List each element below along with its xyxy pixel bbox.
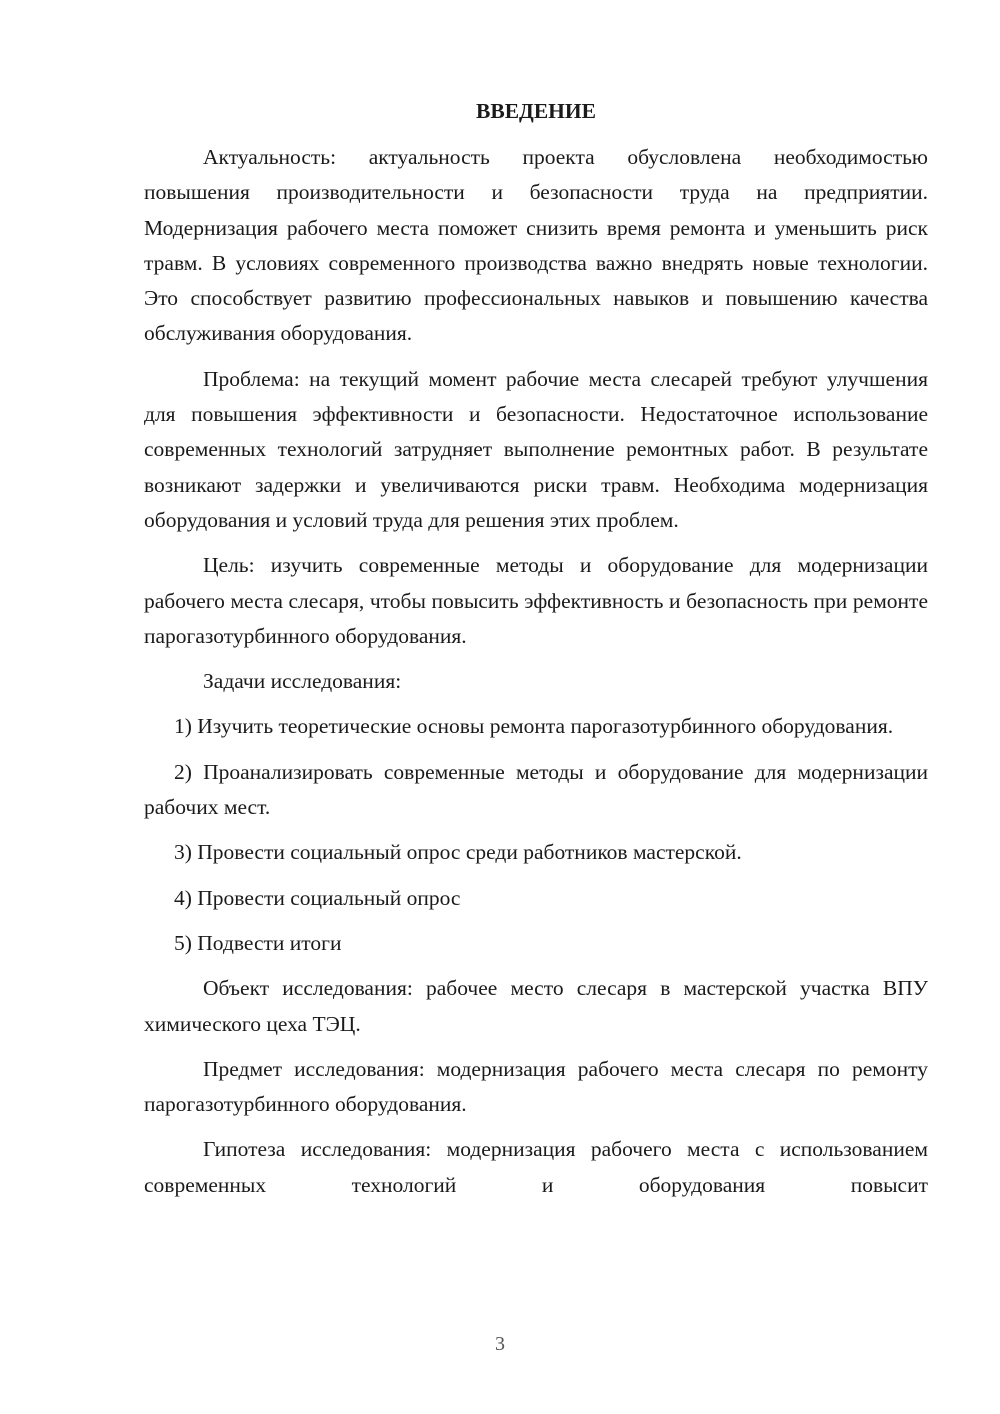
page-number: 3 (495, 1333, 505, 1355)
paragraph-object: Объект исследования: рабочее место слесаря в мастерской участка ВПУ химического цеха ТЭЦ. (144, 976, 928, 1036)
paragraph-tasks-heading: Задачи исследования: (203, 669, 402, 694)
list-item: 3) Провести социальный опрос среди работников мастерской. (174, 840, 742, 865)
list-item: 1) Изучить теоретические основы ремонта парогазотурбинного оборудования. (174, 714, 894, 739)
paragraph-goal: Цель: изучить современные методы и оборудование для модернизации рабочего места слесаря, чтобы повысить эффективность и безопасность при ремонте парогазотурбинного оборудования. (144, 553, 928, 648)
section-heading: ВВЕДЕНИЕ (476, 99, 596, 123)
list-item: 5) Подвести итоги (174, 930, 342, 955)
page-content (144, 94, 928, 1213)
list-item: 4) Провести социальный опрос (174, 885, 461, 910)
paragraph-hypothesis: Гипотеза исследования: модернизация рабочего места с использованием современных технологий и оборудования повысит (144, 1137, 928, 1197)
list-item: 2) Проанализировать современные методы и оборудование для модернизации рабочих мест. (144, 759, 928, 820)
paragraph-subject: Предмет исследования: модернизация рабочего места слесаря по ремонту парогазотурбинного оборудования. (144, 1056, 928, 1117)
paragraph-relevance: Актуальность: актуальность проекта обусловлена необходимостью повышения производительности и безопасности труда на предприятии. Модернизация рабочего места поможет снизить время ремонта и уменьшить риск травм. В условиях современного производства важно внедрять новые технологии. Это способствует развитию профессиональных навыков и повышению качества обслуживания оборудования. (144, 145, 928, 346)
paragraph-problem: Проблема: на текущий момент рабочие места слесарей требуют улучшения для повышения эффективности и безопасности. Недостаточное использование современных технологий затрудняет выполнение ремонтных работ. В результате возникают задержки и увеличиваются риски травм. Необходима модернизация оборудования и условий труда для решения этих проблем. (144, 366, 928, 532)
